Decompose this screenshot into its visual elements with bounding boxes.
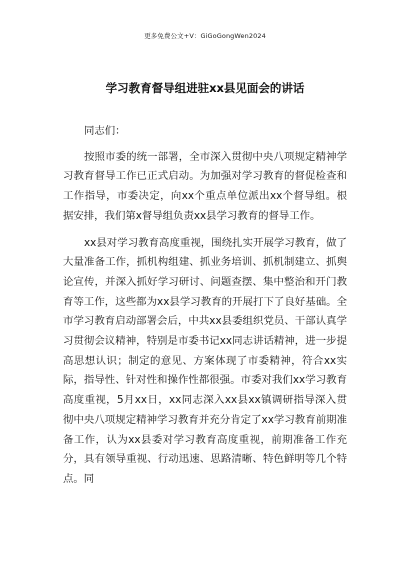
document-body xyxy=(63,122,347,497)
header-note: 更多免费公文+V：GiGoGongWen2024 xyxy=(144,32,266,40)
salutation: 同志们： xyxy=(84,125,126,137)
document-title: 学习教育督导组进驻xx县见面会的讲话 xyxy=(105,81,305,95)
paragraph-2: xx县对学习教育高度重视，围绕扎实开展学习教育，做了大量准备工作，抓机构组建、抓业务培训、抓机制建立、抓舆论宣传，并深入抓好学习研讨、问题查摆、集中整治和开门教育等工作，这些都为xx县学习教育的开展打下了良好基础。全市学习教育启动部署会后，中共xx县委组织党员、干部认真学习贯彻会议精神，特别是市委书记xx同志讲话精神，进一步提高思想认识；制定的意见、方案体现了市委精神，符合xx实际，指导性、针对性和操作性都很强。市委对我们xx学习教育高度重视，5月xx日，xx同志深入xx县xx镇调研指导深入贯彻中央八项规定精神学习教育并充分肯定了xx学习教育前期准备工作，认为xx县委对学习教育高度重视，前期准备工作充分，具有领导重视、行动迅速、思路清晰、特色鲜明等几个特点。同 xyxy=(63,236,347,485)
paragraph-1: 按照市委的统一部署，全市深入贯彻中央八项规定精神学习教育督导工作已正式启动。为加强对学习教育的督促检查和工作指导，市委决定，向xx个重点单位派出xx个督导组。根据安排，我们第x督导组负责xx县学习教育的督导工作。 xyxy=(63,150,347,222)
